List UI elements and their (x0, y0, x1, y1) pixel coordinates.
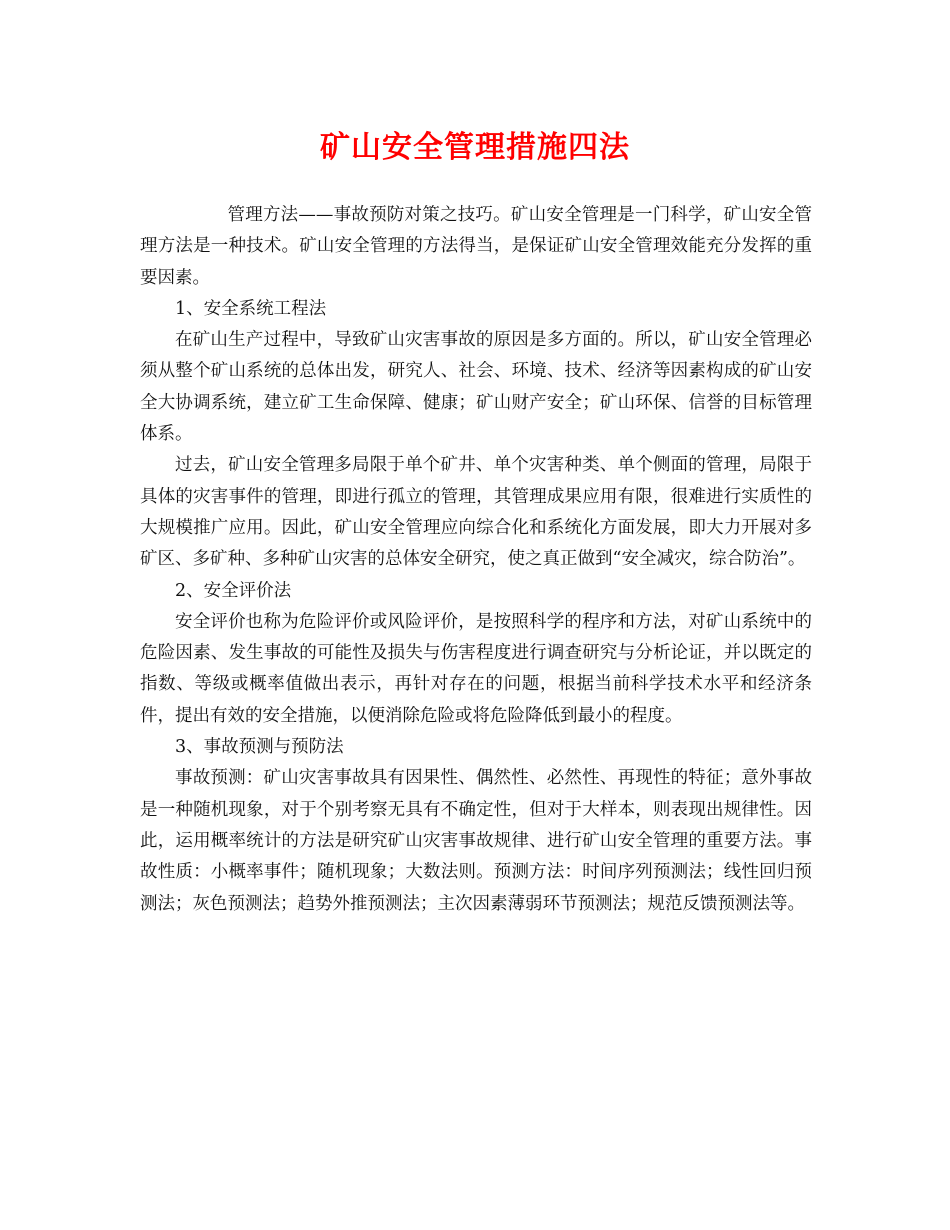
paragraph-system-engineering: 在矿山生产过程中，导致矿山灾害事故的原因是多方面的。所以，矿山安全管理必须从整个矿山系统的总体出发，研究人、社会、环境、技术、经济等因素构成的矿山安全大协调系统，建立矿工生命保障、健康；矿山财产安全；矿山环保、信誉的目标管理体系。 (140, 330, 812, 445)
paragraph-intro: 管理方法——事故预防对策之技巧。矿山安全管理是一门科学，矿山安全管理方法是一种技术。矿山安全管理的方法得当，是保证矿山安全管理效能充分发挥的重要因素。 (140, 205, 812, 288)
paragraph-past-management: 过去，矿山安全管理多局限于单个矿井、单个灾害种类、单个侧面的管理，局限于具体的灾害事件的管理，即进行孤立的管理，其管理成果应用有限，很难进行实质性的大规模推广应用。因此，矿山安全管理应向综合化和系统化方面发展，即大力开展对多矿区、多矿种、多种矿山灾害的总体安全研究，使之真正做到“安全减灾，综合防治”。 (140, 455, 812, 570)
section-heading-1: 1、安全系统工程法 (175, 298, 327, 319)
document-body (140, 200, 812, 920)
section-heading-3: 3、事故预测与预防法 (175, 737, 344, 758)
paragraph-safety-evaluation: 安全评价也称为危险评价或风险评价，是按照科学的程序和方法，对矿山系统中的危险因素、发生事故的可能性及损失与伤害程度进行调查研究与分析论证，并以既定的指数、等级或概率值做出表示，再针对存在的问题，根据当前科学技术水平和经济条件，提出有效的安全措施，以便消除危险或将危险降低到最小的程度。 (140, 611, 812, 726)
section-heading-2: 2、安全评价法 (175, 580, 292, 601)
document-title: 矿山安全管理措施四法 (320, 130, 630, 165)
paragraph-accident-prediction: 事故预测：矿山灾害事故具有因果性、偶然性、必然性、再现性的特征；意外事故是一种随机现象，对于个别考察无具有不确定性，但对于大样本，则表现出规律性。因此，运用概率统计的方法是研究矿山灾害事故规律、进行矿山安全管理的重要方法。事故性质：小概率事件；随机现象；大数法则。预测方法：时间序列预测法；线性回归预测法；灰色预测法；趋势外推预测法；主次因素薄弱环节预测法；规范反馈预测法等。 (140, 768, 812, 914)
